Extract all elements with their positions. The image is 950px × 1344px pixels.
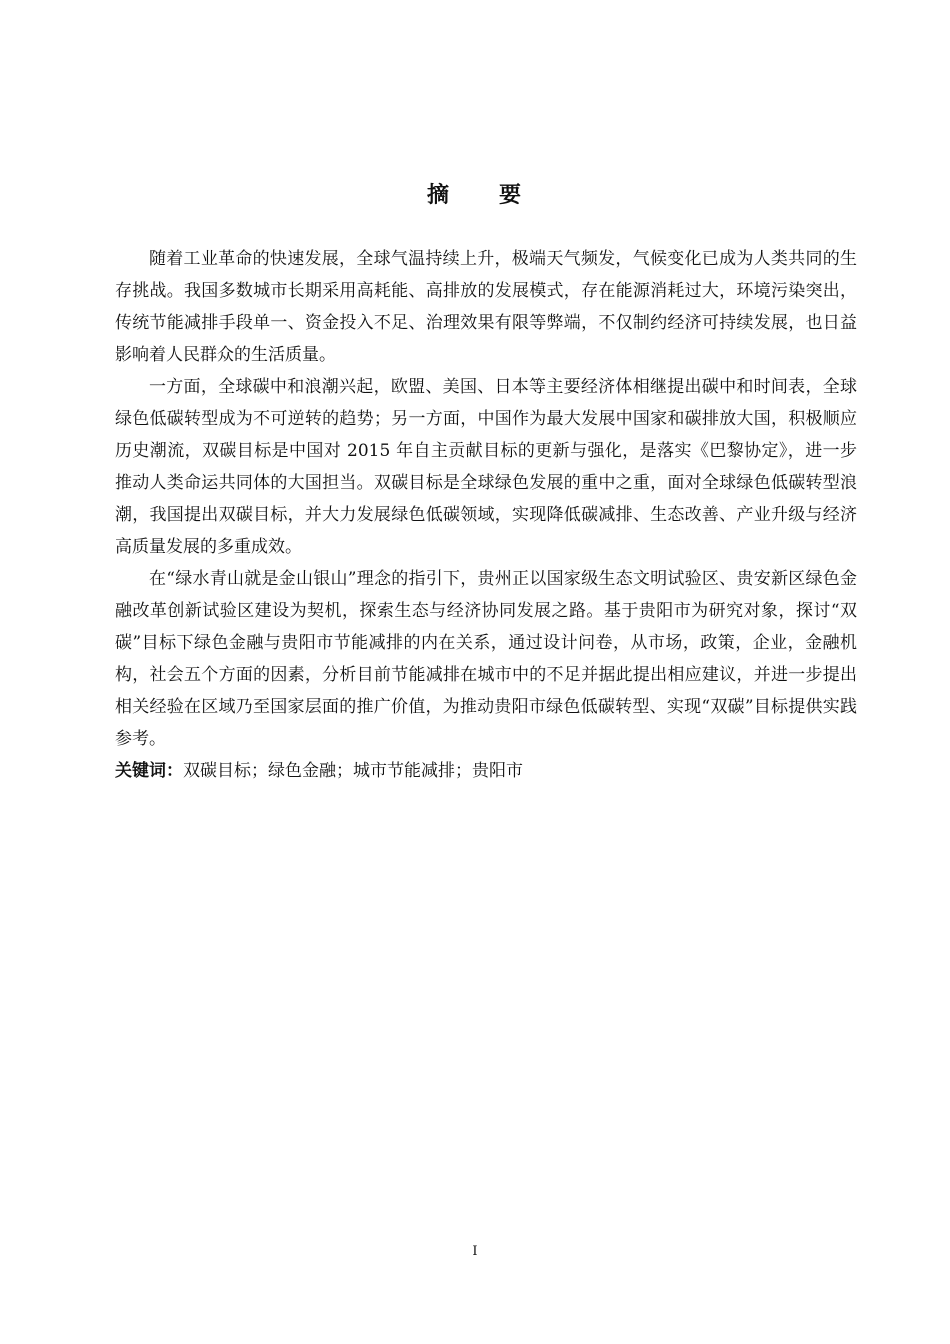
abstract-body [115,243,857,787]
keywords-line [115,755,857,787]
keywords-label: 关键词： [115,761,183,781]
abstract-paragraph-2: 一方面，全球碳中和浪潮兴起，欧盟、美国、日本等主要经济体相继提出碳中和时间表，全球绿色低碳转型成为不可逆转的趋势；另一方面，中国作为最大发展中国家和碳排放大国，积极顺应历史潮流，双碳目标是中国对 2015 年自主贡献目标的更新与强化，是落实《巴黎协定》，进一步推动人类命运共同体的大国担当。双碳目标是全球绿色发展的重中之重，面对全球绿色低碳转型浪潮，我国提出双碳目标，并大力发展绿色低碳领域，实现降低碳减排、生态改善、产业升级与经济高质量发展的多重成效。 [115,377,857,557]
abstract-paragraph-3: 在“绿水青山就是金山银山”理念的指引下，贵州正以国家级生态文明试验区、贵安新区绿色金融改革创新试验区建设为契机，探索生态与经济协同发展之路。基于贵阳市为研究对象，探讨“双碳”目标下绿色金融与贵阳市节能减排的内在关系，通过设计问卷，从市场，政策，企业，金融机构，社会五个方面的因素，分析目前节能减排在城市中的不足并据此提出相应建议，并进一步提出相关经验在区域乃至国家层面的推广价值，为推动贵阳市绿色低碳转型、实现“双碳”目标提供实践参考。 [115,569,857,749]
keywords-text: 双碳目标；绿色金融；城市节能减排；贵阳市 [183,761,523,781]
page-number: I [472,1244,478,1259]
abstract-title-char-2: 要 [499,183,524,208]
abstract-title [0,178,950,209]
abstract-title-char-1: 摘 [426,183,451,208]
abstract-paragraph-1: 随着工业革命的快速发展，全球气温持续上升，极端天气频发，气候变化已成为人类共同的生存挑战。我国多数城市长期采用高耗能、高排放的发展模式，存在能源消耗过大，环境污染突出，传统节能减排手段单一、资金投入不足、治理效果有限等弊端，不仅制约经济可持续发展，也日益影响着人民群众的生活质量。 [115,249,857,365]
